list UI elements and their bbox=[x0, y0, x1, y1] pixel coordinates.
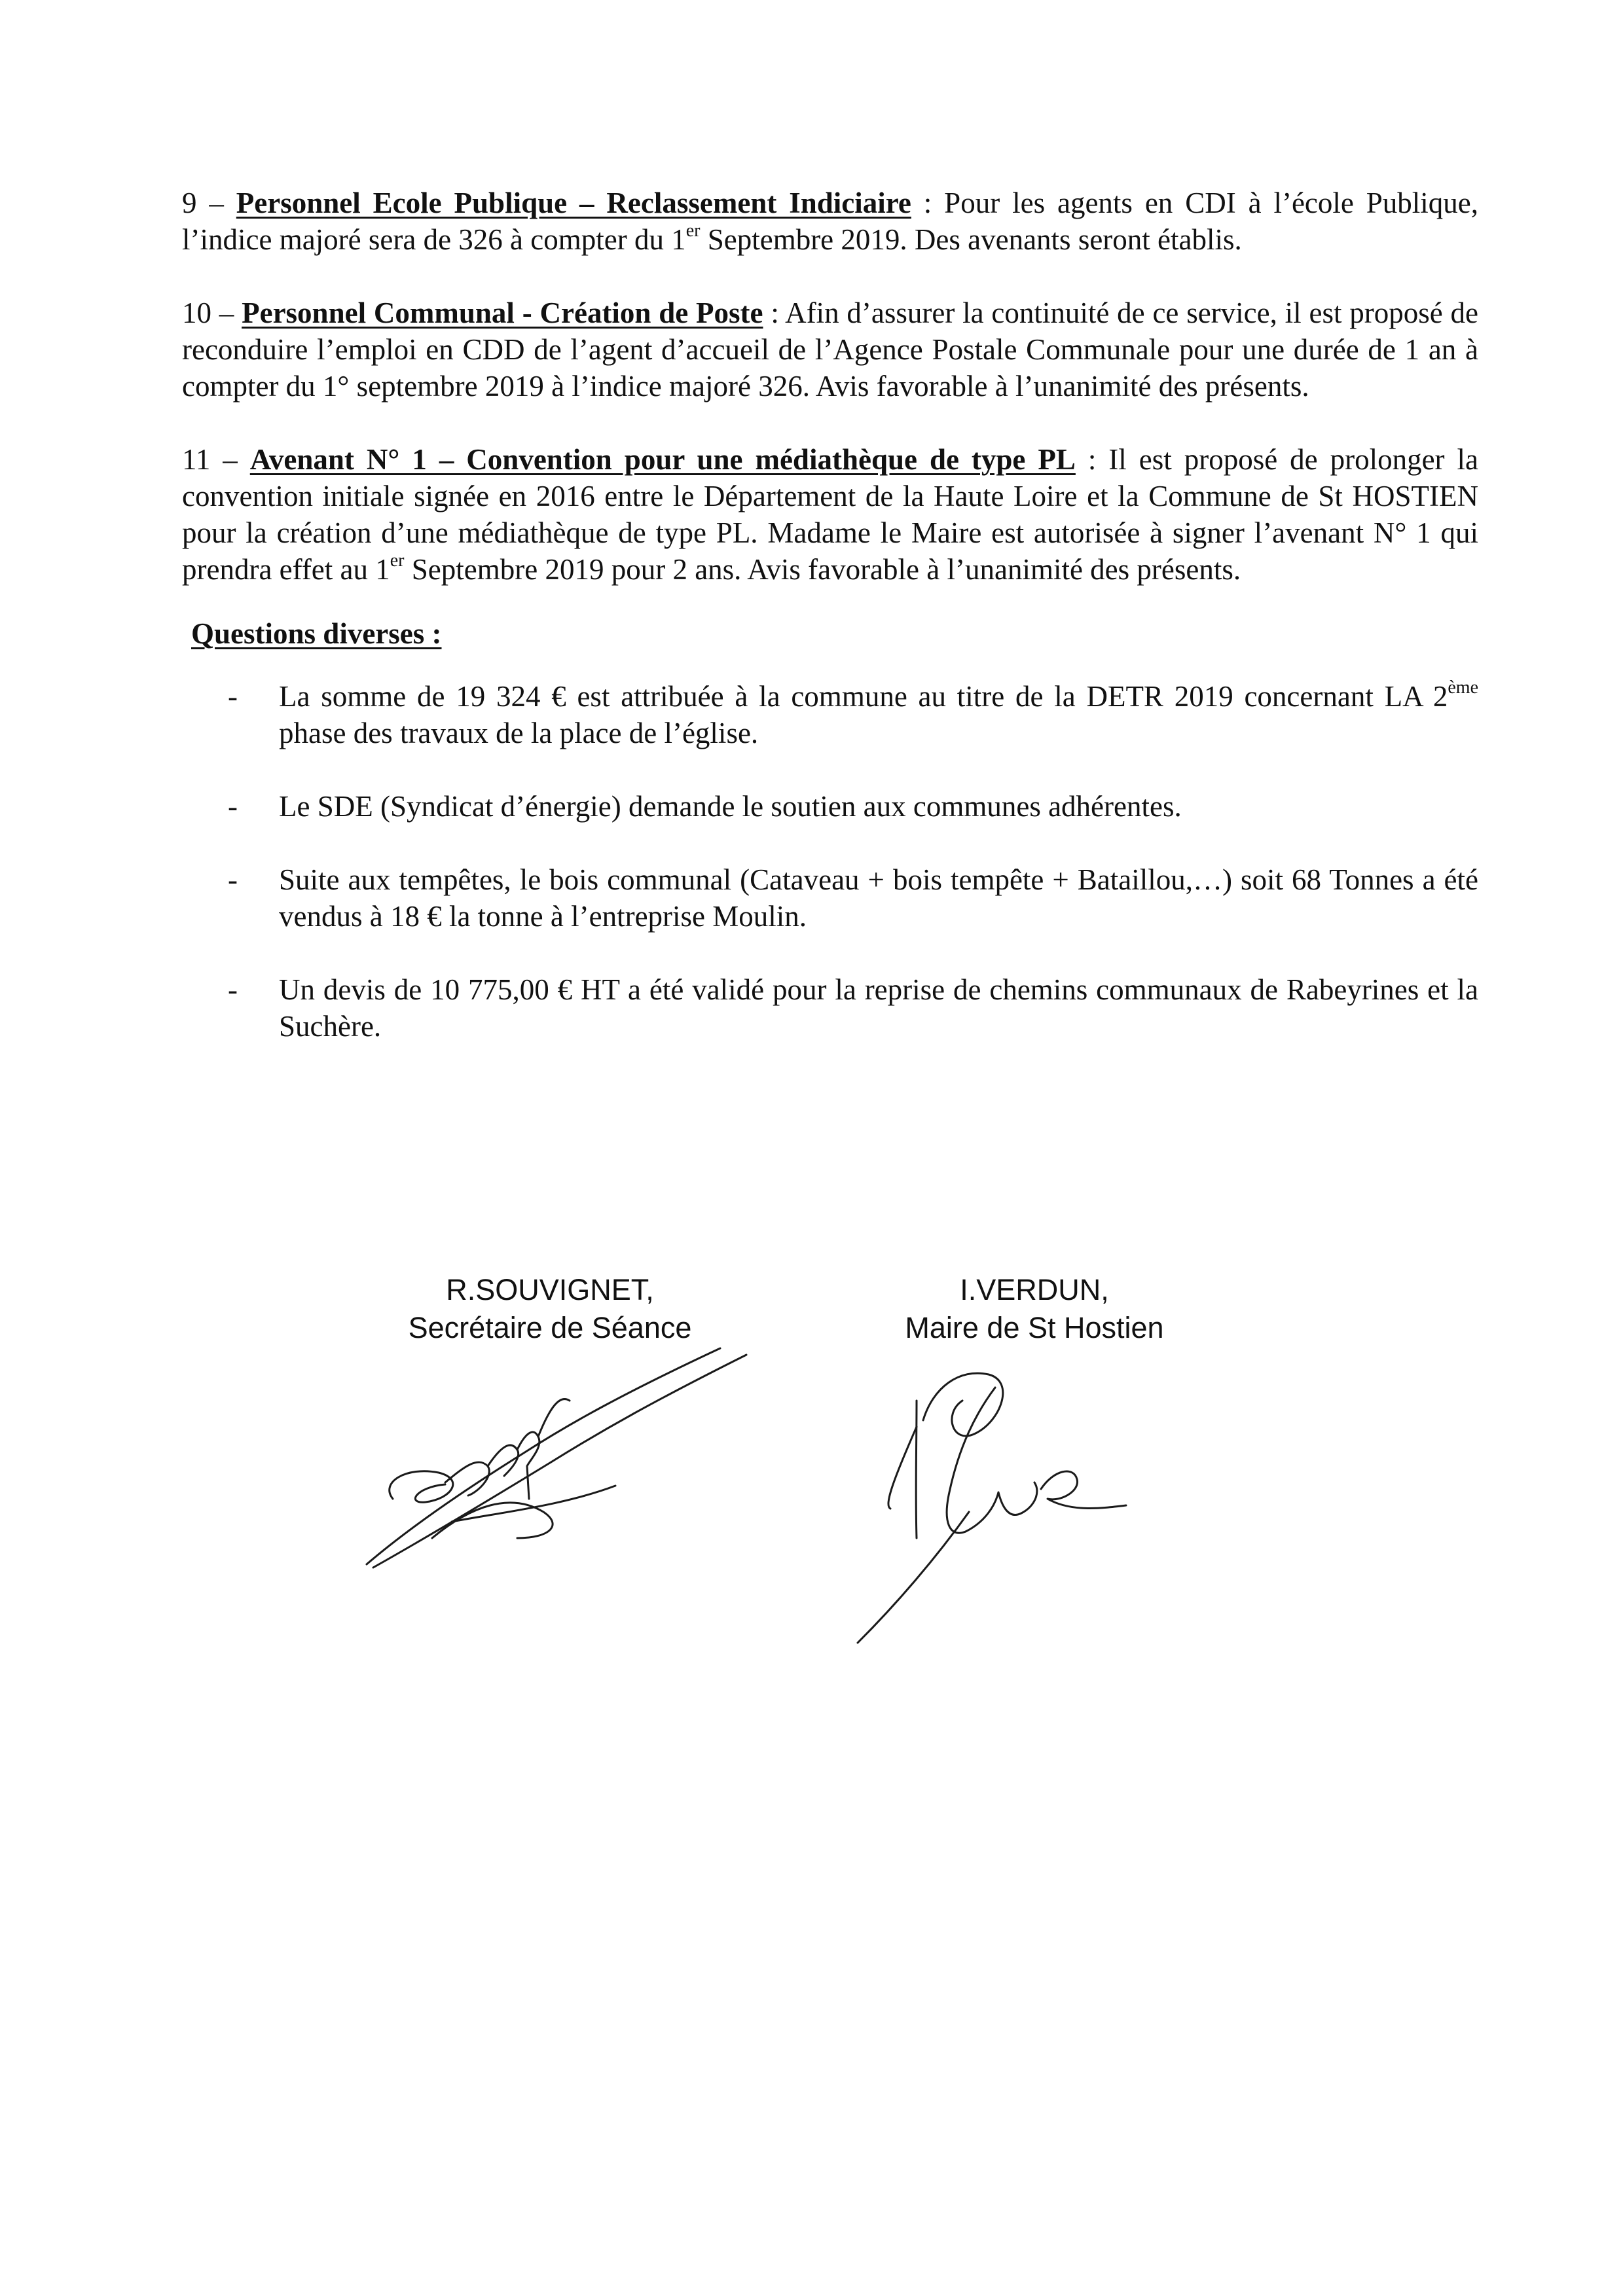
mayor-handwritten-signature bbox=[818, 1348, 1172, 1649]
bullet-dash: - bbox=[228, 863, 238, 896]
questions-heading: Questions diverses : bbox=[191, 617, 442, 650]
bullet-text: Le SDE (Syndicat d’énergie) demande le soutien aux communes adhérentes. bbox=[279, 790, 1182, 823]
bullet-dash: - bbox=[228, 790, 238, 823]
item-text-end: Septembre 2019. Des avenants seront établis. bbox=[700, 223, 1242, 256]
item-text: : Pour les agents en CDI à l’école Publique, l’indice majoré sera de 326 à compter du 1 bbox=[182, 187, 1479, 256]
agenda-item-9 bbox=[182, 185, 1478, 258]
bullet-text-end: phase des travaux de la place de l’église. bbox=[279, 717, 759, 749]
item-text-end: Septembre 2019 pour 2 ans. Avis favorable à l’unanimité des présents. bbox=[404, 553, 1241, 586]
item-number: 11 – bbox=[182, 443, 250, 476]
ordinal-suffix: er bbox=[685, 221, 701, 241]
bullet-text: Suite aux tempêtes, le bois communal (Cataveau + bois tempête + Bataillou,…) soit 68 Tonnes a été vendus à 18 € la tonne à l’entreprise Moulin. bbox=[279, 863, 1478, 933]
mayor-name: I.VERDUN, bbox=[960, 1273, 1109, 1306]
secretary-handwritten-signature bbox=[354, 1342, 759, 1577]
item-text: : Afin d’assurer la continuité de ce service, il est proposé de reconduire l’emploi en CDD de l’agent d’accueil de l’Agence Postale Communale pour une durée de 1 an à compter du 1° septembre 2019 à l’indice majoré 326. Avis favorable à l’unanimité des présents. bbox=[182, 296, 1479, 403]
item-text: : Il est proposé de prolonger la convention initiale signée en 2016 entre le Département de la Haute Loire et la Commune de St HOSTIEN pour la création d’une médiathèque de type PL. Madame le Maire est autorisée à signer l’avenant N° 1 qui prendra effet au 1 bbox=[182, 443, 1478, 586]
item-title: Avenant N° 1 – Convention pour une médiathèque de type PL bbox=[249, 443, 1076, 476]
ordinal-suffix: ème bbox=[1448, 677, 1478, 698]
questions-list bbox=[182, 678, 1478, 1045]
minutes-body bbox=[182, 185, 1478, 1081]
secretary-signature-block bbox=[340, 1271, 759, 1347]
mayor-role: Maire de St Hostien bbox=[905, 1311, 1164, 1344]
ordinal-suffix: er bbox=[390, 550, 405, 571]
bullet-text: Un devis de 10 775,00 € HT a été validé pour la reprise de chemins communaux de Rabeyrines et la Suchère. bbox=[279, 973, 1478, 1043]
list-item bbox=[182, 861, 1478, 935]
bullet-dash: - bbox=[228, 680, 238, 713]
bullet-text: La somme de 19 324 € est attribuée à la commune au titre de la DETR 2019 concernant LA 2 bbox=[279, 680, 1448, 713]
item-number: 9 – bbox=[182, 187, 236, 219]
item-title: Personnel Ecole Publique – Reclassement Indiciaire bbox=[236, 187, 911, 219]
list-item bbox=[182, 788, 1478, 825]
agenda-item-10 bbox=[182, 295, 1478, 404]
item-number: 10 – bbox=[182, 296, 242, 329]
mayor-signature-block bbox=[838, 1271, 1231, 1347]
secretary-name: R.SOUVIGNET, bbox=[446, 1273, 654, 1306]
agenda-item-11 bbox=[182, 441, 1478, 588]
list-item bbox=[182, 678, 1478, 751]
secretary-role: Secrétaire de Séance bbox=[408, 1311, 692, 1344]
list-item bbox=[182, 971, 1478, 1045]
item-title: Personnel Communal - Création de Poste bbox=[242, 296, 763, 329]
bullet-dash: - bbox=[228, 973, 238, 1006]
